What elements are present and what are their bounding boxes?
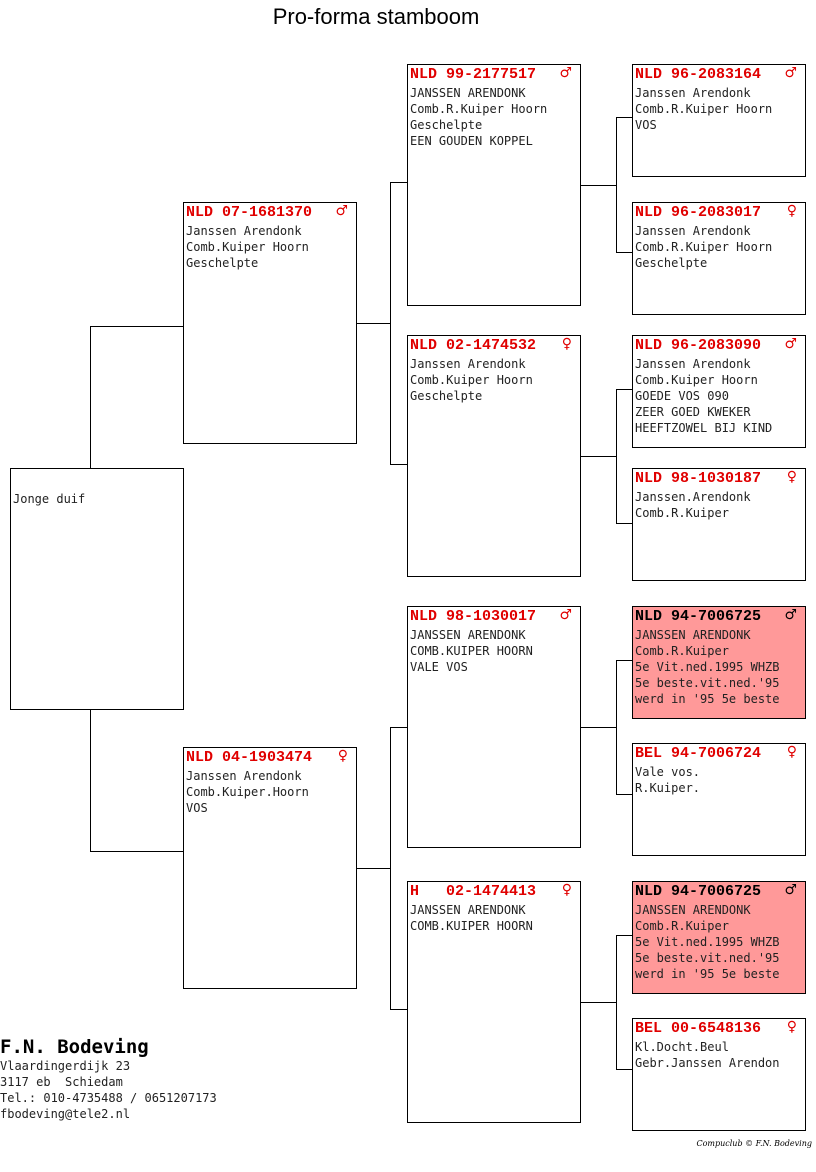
detail-line: Kl.Docht.Beul	[635, 1040, 729, 1054]
detail-line: Janssen Arendonk	[635, 86, 751, 100]
bird-card-dam	[183, 747, 357, 989]
detail-line: Janssen Arendonk	[635, 357, 751, 371]
bird-card-sire	[183, 202, 357, 444]
ring-number: NLD 02-1474532	[410, 337, 537, 354]
bird-card-gen3-7	[632, 881, 806, 994]
female-icon: ♀	[786, 203, 797, 219]
ring-number: NLD 94-7006725	[635, 608, 762, 625]
connector	[90, 851, 184, 852]
connector	[390, 464, 408, 465]
detail-line: JANSSEN ARENDONK	[410, 628, 526, 642]
detail-line: VOS	[186, 801, 208, 815]
detail-line: VOS	[635, 118, 657, 132]
male-icon: ♂	[784, 65, 797, 81]
connector	[390, 727, 408, 728]
connector	[581, 185, 617, 186]
connector	[581, 727, 617, 728]
female-icon: ♀	[561, 882, 572, 898]
detail-line: werd in '95 5e beste	[635, 692, 780, 706]
connector	[616, 660, 632, 661]
male-icon: ♂	[784, 607, 797, 623]
ring-number: BEL 00-6548136	[635, 1020, 762, 1037]
detail-line: COMB.KUIPER HOORN	[410, 644, 533, 658]
bird-card-gen3-1	[632, 64, 806, 177]
ring-number: NLD 04-1903474	[186, 749, 313, 766]
connector	[616, 389, 617, 524]
detail-line: GOEDE VOS 090	[635, 389, 729, 403]
ring-number: H 02-1474413	[410, 883, 537, 900]
detail-line: werd in '95 5e beste	[635, 967, 780, 981]
detail-line: 5e Vit.ned.1995 WHZB	[635, 935, 780, 949]
detail-line: Janssen Arendonk	[186, 769, 302, 783]
detail-line: Geschelpte	[410, 389, 483, 403]
breeder-email: fbodeving@tele2.nl	[0, 1107, 131, 1121]
bird-details	[635, 489, 803, 521]
detail-line: JANSSEN ARENDONK	[410, 903, 526, 917]
ring-number: NLD 98-1030017	[410, 608, 537, 625]
connector	[357, 868, 391, 869]
connector	[616, 1069, 632, 1070]
ring-number: NLD 96-2083164	[635, 66, 762, 83]
bird-details	[186, 768, 354, 816]
bird-card-sire-dam	[407, 335, 581, 577]
connector	[581, 456, 617, 457]
female-icon: ♀	[786, 1019, 797, 1035]
connector	[616, 117, 632, 118]
connector	[616, 935, 632, 936]
bird-details	[635, 902, 803, 982]
subject-box	[10, 468, 184, 710]
connector	[616, 935, 617, 1070]
connector	[390, 182, 391, 465]
connector	[390, 182, 408, 183]
bird-card-gen3-3	[632, 335, 806, 448]
detail-line: 5e beste.vit.ned.'95	[635, 676, 780, 690]
connector	[390, 727, 391, 1010]
bird-card-gen3-8	[632, 1018, 806, 1131]
ring-number: NLD 94-7006725	[635, 883, 762, 900]
detail-line: Comb.R.Kuiper	[635, 506, 729, 520]
breeder-info	[0, 1036, 217, 1122]
detail-line: JANSSEN ARENDONK	[635, 628, 751, 642]
bird-details	[410, 627, 578, 675]
connector	[616, 389, 632, 390]
connector	[616, 794, 632, 795]
detail-line: Geschelpte	[410, 118, 483, 132]
connector	[90, 710, 91, 852]
female-icon: ♀	[786, 469, 797, 485]
detail-line: Comb.R.Kuiper	[635, 644, 729, 658]
detail-line: JANSSEN ARENDONK	[635, 903, 751, 917]
breeder-phone: Tel.: 010-4735488 / 0651207173	[0, 1091, 217, 1105]
bird-details	[635, 85, 803, 133]
bird-details	[410, 902, 578, 934]
page-title: Pro-forma stamboom	[272, 4, 480, 29]
connector	[616, 523, 632, 524]
male-icon: ♂	[559, 607, 572, 623]
detail-line: Comb.R.Kuiper Hoorn	[635, 240, 773, 254]
subject-label: Jonge duif	[13, 492, 86, 506]
ring-number: NLD 99-2177517	[410, 66, 537, 83]
detail-line: Janssen Arendonk	[410, 357, 526, 371]
bird-card-gen3-4	[632, 468, 806, 581]
bird-card-gen3-6	[632, 743, 806, 856]
detail-line: Comb.R.Kuiper Hoorn	[635, 102, 773, 116]
ring-number: NLD 96-2083090	[635, 337, 762, 354]
bird-details	[635, 1039, 803, 1071]
detail-line: Geschelpte	[635, 256, 708, 270]
breeder-city: 3117 eb Schiedam	[0, 1075, 123, 1089]
connector	[581, 1002, 617, 1003]
male-icon: ♂	[335, 203, 348, 219]
ring-number: BEL 94-7006724	[635, 745, 762, 762]
detail-line: Comb.R.Kuiper Hoorn	[410, 102, 548, 116]
detail-line: Comb.Kuiper Hoorn	[635, 373, 758, 387]
detail-line: R.Kuiper.	[635, 781, 701, 795]
female-icon: ♀	[561, 336, 572, 352]
detail-line: VALE VOS	[410, 660, 468, 674]
detail-line: Gebr.Janssen Arendon	[635, 1056, 780, 1070]
detail-line: ZEER GOED KWEKER	[635, 405, 751, 419]
detail-line: Comb.Kuiper Hoorn	[186, 240, 309, 254]
detail-line: Janssen Arendonk	[635, 224, 751, 238]
breeder-name: F.N. Bodeving	[0, 1036, 149, 1058]
connector	[616, 252, 632, 253]
bird-details	[635, 627, 803, 707]
detail-line: 5e beste.vit.ned.'95	[635, 951, 780, 965]
male-icon: ♂	[784, 882, 797, 898]
bird-card-gen3-5	[632, 606, 806, 719]
connector	[90, 326, 184, 327]
detail-line: Janssen.Arendonk	[635, 490, 751, 504]
bird-card-dam-sire	[407, 606, 581, 848]
detail-line: COMB.KUIPER HOORN	[410, 919, 533, 933]
detail-line: Comb.R.Kuiper	[635, 919, 729, 933]
connector	[357, 323, 391, 324]
female-icon: ♀	[786, 744, 797, 760]
male-icon: ♂	[559, 65, 572, 81]
detail-line: JANSSEN ARENDONK	[410, 86, 526, 100]
breeder-address: Vlaardingerdijk 23	[0, 1059, 131, 1073]
copyright-footer: Compuclub © F.N. Bodeving	[696, 1139, 812, 1148]
detail-line: Comb.Kuiper Hoorn	[410, 373, 533, 387]
bird-details	[635, 764, 803, 796]
bird-card-dam-dam	[407, 881, 581, 1123]
ring-number: NLD 96-2083017	[635, 204, 762, 221]
detail-line: Comb.Kuiper.Hoorn	[186, 785, 309, 799]
bird-card-sire-sire	[407, 64, 581, 306]
male-icon: ♂	[784, 336, 797, 352]
connector	[616, 117, 617, 253]
bird-details	[410, 85, 578, 149]
bird-details	[410, 356, 578, 404]
detail-line: 5e Vit.ned.1995 WHZB	[635, 660, 780, 674]
bird-details	[635, 356, 803, 436]
detail-line: Geschelpte	[186, 256, 259, 270]
connector	[616, 660, 617, 795]
bird-card-gen3-2	[632, 202, 806, 315]
bird-details	[635, 223, 803, 271]
ring-number: NLD 98-1030187	[635, 470, 762, 487]
ring-number: NLD 07-1681370	[186, 204, 313, 221]
female-icon: ♀	[337, 748, 348, 764]
detail-line: HEEFTZOWEL BIJ KIND	[635, 421, 773, 435]
connector	[90, 326, 91, 468]
detail-line: Janssen Arendonk	[186, 224, 302, 238]
bird-details	[186, 223, 354, 271]
detail-line: EEN GOUDEN KOPPEL	[410, 134, 533, 148]
detail-line: Vale vos.	[635, 765, 701, 779]
connector	[390, 1009, 408, 1010]
